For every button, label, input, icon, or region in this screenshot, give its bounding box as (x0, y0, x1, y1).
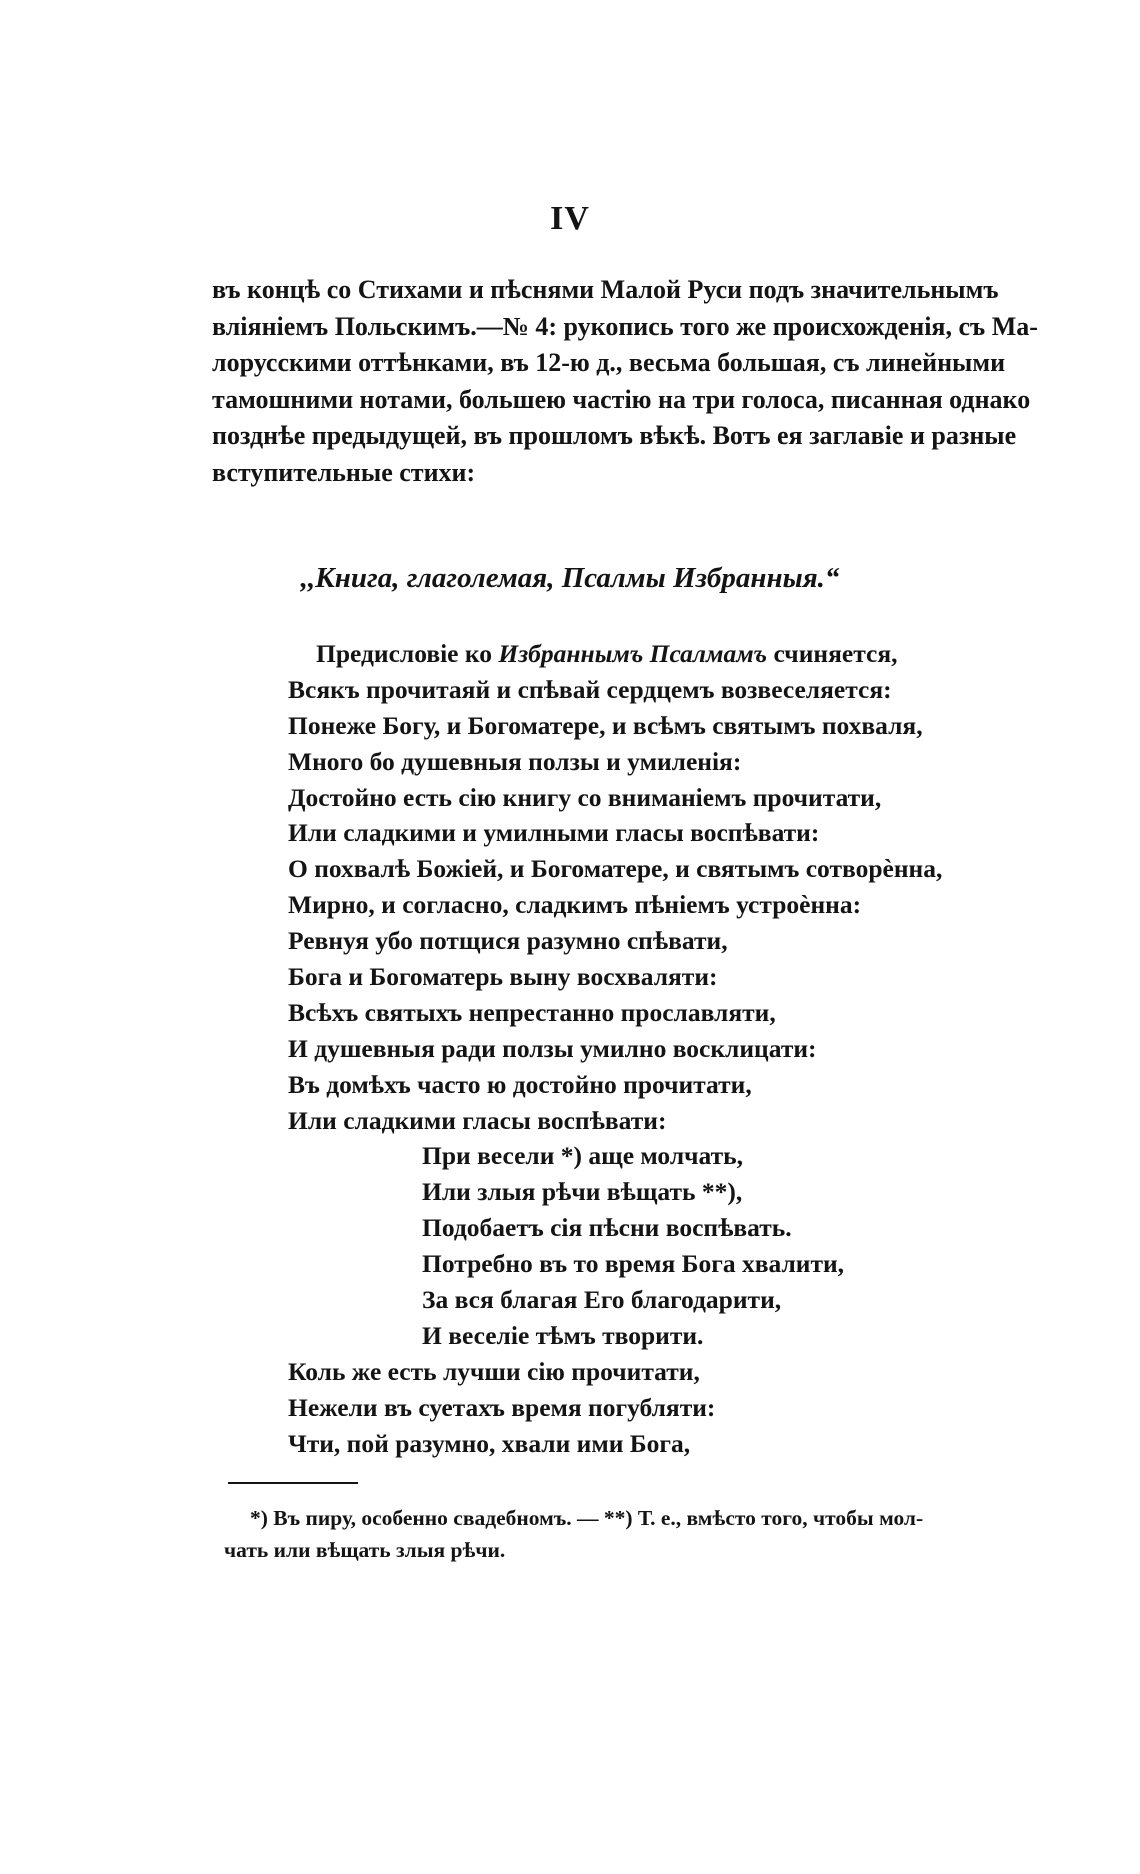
poem-line: Или сладкими и умилными гласы воспѣвати: (288, 818, 820, 848)
intro-line: въ концѣ со Стихами и пѣснями Малой Руси подъ значительнымъ (212, 275, 999, 304)
poem-line: Достойно есть сію книгу со вниманіемъ прочитати, (288, 782, 882, 812)
intro-line: тамошними нотами, большею частію на три голоса, писанная однако (212, 384, 1031, 414)
poem-line-start: Предисловіе ко (316, 639, 499, 668)
poem-line: Много бо душевныя ползы и умиленія: (288, 746, 742, 776)
poem-line: Ревнуя убо потщися разумно спѣвати, (288, 926, 728, 956)
poem-line: Понеже Богу, и Богоматере, и всѣмъ святымъ похваля, (288, 710, 923, 740)
poem-line (288, 636, 1008, 672)
poem-indented-line: При весели *) аще молчать, (422, 1141, 744, 1171)
footnote-divider (228, 1482, 358, 1484)
intro-paragraph (212, 272, 1038, 491)
poem-line: Или сладкими гласы воспѣвати: (288, 1105, 667, 1135)
poem-line: Всѣхъ святыхъ непрестанно прославляти, (288, 997, 776, 1027)
intro-line: лорусскими оттѣнками, въ 12-ю д., весьма большая, съ линейными (212, 348, 1006, 377)
poem-line: Всякъ прочитаяй и спѣвай сердцемъ возвеселяется: (288, 674, 892, 704)
poem-indented-line: Потребно въ то время Бога хвалити, (422, 1249, 845, 1279)
poem-line: Въ домѣхъ часто ю достойно прочитати, (288, 1069, 752, 1099)
poem-line-italic: Избраннымъ Псалмамъ (498, 639, 768, 668)
poem-indented-line: И веселіе тѣмъ творити. (422, 1320, 704, 1350)
poem-line: Нежели въ суетахъ время погубляти: (288, 1392, 716, 1422)
poem-line: Чти, пой разумно, хвали ими Бога, (288, 1428, 691, 1458)
poem-line: Коль же есть лучши сію прочитати, (288, 1356, 700, 1386)
poem (288, 636, 1008, 1461)
poem-indented-line: За вся благая Его благодарити, (422, 1285, 782, 1315)
footnotes (224, 1502, 1014, 1566)
page-number: IV (550, 200, 590, 237)
poem-indented-line: Подобаетъ сія пѣсни воспѣвать. (422, 1213, 792, 1243)
footnote-line: *) Въ пиру, особенно свадебномъ. — **) Т. е., вмѣсто того, чтобы мол- (250, 1506, 924, 1530)
intro-line: позднѣе предыдущей, въ прошломъ вѣкѣ. Вотъ ея заглавіе и разные (212, 421, 1017, 450)
poem-line: И душевныя ради ползы умилно восклицати: (288, 1033, 817, 1063)
poem-line: Бога и Богоматерь выну восхваляти: (288, 962, 718, 992)
intro-line: вліяніемъ Польскимъ.—№ 4: рукопись того же происхожденія, съ Ма- (212, 311, 1038, 341)
book-title: ,,Книга, глаголемая, Псалмы Избранныя.“ (300, 562, 840, 594)
poem-indented-line: Или злыя рѣчи вѣщать **), (422, 1177, 743, 1207)
poem-line: О похвалѣ Божіей, и Богоматере, и святымъ сотворѐнна, (288, 854, 943, 884)
footnote-line: чать или вѣщать злыя рѣчи. (224, 1538, 506, 1562)
poem-line: Мирно, и согласно, сладкимъ пѣніемъ устроѐнна: (288, 890, 862, 920)
intro-line: вступительные стихи: (212, 457, 476, 487)
poem-line-end: счиняется, (767, 639, 898, 668)
